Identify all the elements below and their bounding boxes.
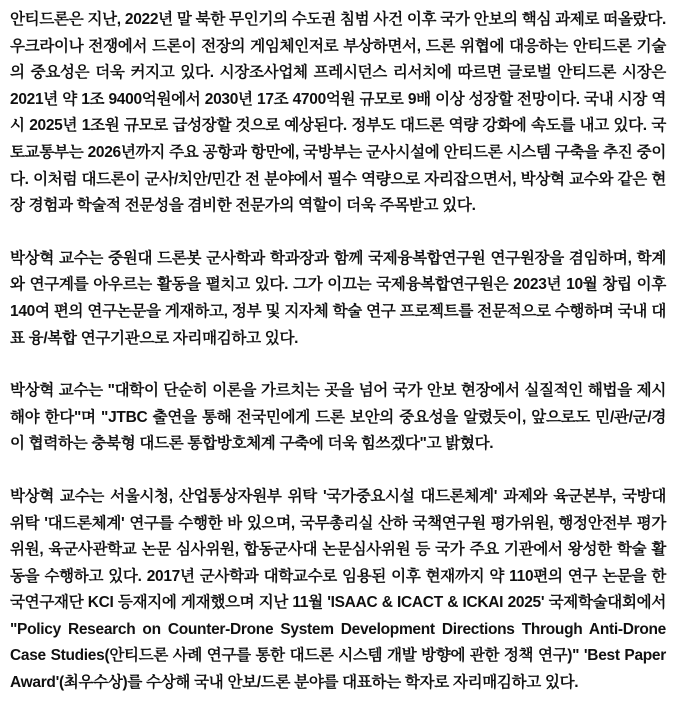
article-paragraph-intro: 안티드론은 지난, 2022년 말 북한 무인기의 수도권 침범 사건 이후 국가 안보의 핵심 과제로 떠올랐다. 우크라이나 전쟁에서 드론이 전장의 게임체인저로 부상하면서, 드론 위협에 대응하는 안티드론 기술의 중요성은 더욱 커지고 있다. 시장조사업체 프레시던스 리서치에 따르면 글로벌 안티드론 시장은 2021년 약 1조 9400억원에서 2030년 17조 4700억원 규모로 9배 이상 성장할 전망이다. 국내 시장 역시 2025년 1조원 규모로 급성장할 것으로 예상된다. 정부도 대드론 역량 강화에 속도를 내고 있다. 국토교통부는 2026년까지 주요 공항과 항만에, 국방부는 군사시설에 안티드론 시스템 구축을 추진 중이다. 이처럼 대드론이 군사/치안/민간 전 분야에서 필수 역량으로 자리잡으면서, 박상혁 교수와 같은 현장 경험과 학술적 전문성을 겸비한 전문가의 역할이 더욱 주목받고 있다. bbox=[10, 11, 666, 215]
article-paragraph-quote: 박상혁 교수는 "대학이 단순히 이론을 가르치는 곳을 넘어 국가 안보 현장에서 실질적인 해법을 제시해야 한다"며 "JTBC 출연을 통해 전국민에게 드론 보안의 중요성을 알렸듯이, 앞으로도 민/관/군/경이 협력하는 충북형 대드론 통합방호체계 구축에 더욱 힘쓰겠다"고 밝혔다. bbox=[10, 382, 666, 453]
article-paragraph-career: 박상혁 교수는 서울시청, 산업통상자원부 위탁 '국가중요시설 대드론체계' 과제와 육군본부, 국방대 위탁 '대드론체계' 연구를 수행한 바 있으며, 국무총리실 산하 국책연구원 평가위원, 행정안전부 평가위원, 육군사관학교 논문 심사위원, 합동군사대 논문심사위원 등 국가 주요 기관에서 왕성한 학술 활동을 수행하고 있다. 2017년 군사학과 대학교수로 임용된 이후 현재까지 약 110편의 연구 논문을 한국연구재단 KCI 등재지에 게재했으며 지난 11월 'ISAAC & ICACT & ICKAI 2025' 국제학술대회에서 "Policy Research on Counter-Drone System Development Directions Through Anti-Drone Case Studies(안티드론 사례 연구를 통한 대드론 시스템 개발 방향에 관한 정책 연구)" 'Best Paper Award'(최우수상)를 수상해 국내 안보/드론 분야를 대표하는 학자로 자리매김하고 있다. bbox=[10, 487, 666, 692]
article-paragraph-research-institute: 박상혁 교수는 중원대 드론봇 군사학과 학과장과 함께 국제융복합연구원 연구원장을 겸임하며, 학계와 연구계를 아우르는 활동을 펼치고 있다. 그가 이끄는 국제융복합연구원은 2023년 10월 창립 이후 140여 편의 연구논문을 게재하고, 정부 및 지자체 학술 연구 프로젝트를 전문적으로 수행하며 국내 대표 융/복합 연구기관으로 자리매김하고 있다. bbox=[10, 249, 666, 347]
